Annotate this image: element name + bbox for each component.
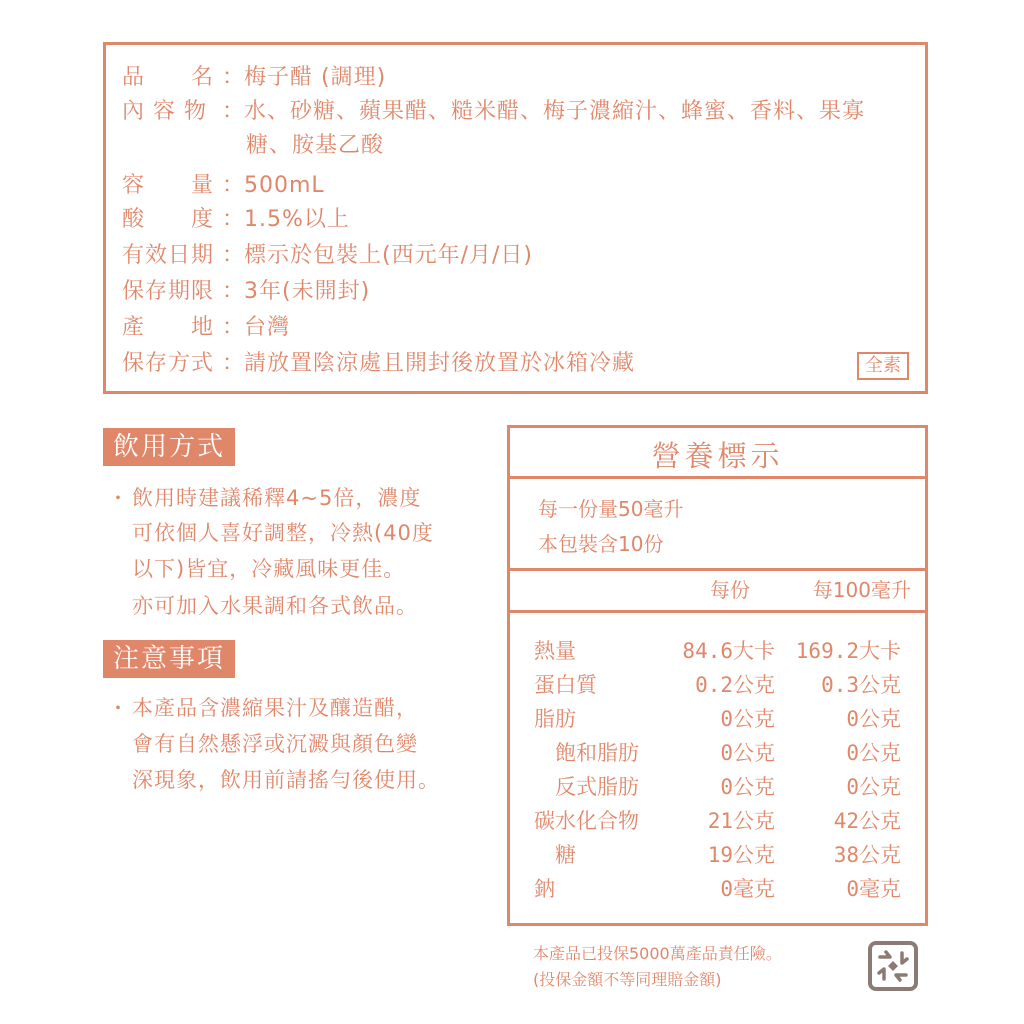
info-label: 酸 度 xyxy=(122,207,215,232)
nutrition-row xyxy=(510,838,925,872)
nutrition-row xyxy=(510,804,925,838)
info-row-expiry xyxy=(122,239,533,273)
notice-line: 深現象，飲用前請搖勻後使用。 xyxy=(132,768,440,792)
info-separator: ： xyxy=(222,279,246,304)
per-serving-value: 84.6大卡 xyxy=(682,639,775,663)
per-100ml-value: 0.3公克 xyxy=(821,673,901,697)
drinking-line: 可依個人喜好調整，冷熱(40度 xyxy=(132,521,434,545)
notice-header: 注意事項 xyxy=(103,640,235,678)
info-separator: ： xyxy=(222,243,246,268)
info-label: 有效日期 xyxy=(122,243,215,268)
info-label: 產 地 xyxy=(122,315,215,340)
per-serving-value: 21公克 xyxy=(707,809,775,833)
per-100ml-value: 0毫克 xyxy=(846,877,901,901)
per-serving-value: 0公克 xyxy=(720,741,775,765)
per-100ml-value: 0公克 xyxy=(846,775,901,799)
nutrient-name: 脂肪 xyxy=(534,707,576,731)
col-per-serving: 每份 xyxy=(710,578,750,602)
vegan-badge: 全素 xyxy=(857,352,909,380)
nutrient-name: 蛋白質 xyxy=(534,673,597,697)
info-row-acidity xyxy=(122,203,350,237)
drinking-bullet: ・ xyxy=(108,486,128,510)
divider xyxy=(510,476,925,479)
info-separator: ： xyxy=(222,315,246,340)
info-value: 水、砂糖、蘋果醋、糙米醋、梅子濃縮汁、蜂蜜、香料、果寡 xyxy=(244,99,866,124)
info-row-ingredients xyxy=(122,95,865,129)
info-row-shelf-life xyxy=(122,275,370,309)
info-separator: ： xyxy=(222,351,246,376)
nutrition-title: 營養標示 xyxy=(651,439,784,473)
drinking-line: 亦可加入水果調和各式飲品。 xyxy=(132,594,418,618)
per-100ml-value: 0公克 xyxy=(846,707,901,731)
nutrition-row xyxy=(510,668,925,702)
per-serving-value: 0.2公克 xyxy=(695,673,775,697)
info-label: 品 名 xyxy=(122,65,215,90)
info-row-volume xyxy=(122,169,325,203)
info-value: 3年(未開封) xyxy=(244,279,371,304)
drinking-line: 以下)皆宜，冷藏風味更佳。 xyxy=(132,557,406,581)
info-separator: ： xyxy=(222,173,246,198)
info-value: 1.5%以上 xyxy=(244,207,350,232)
product-info-box xyxy=(103,42,928,394)
nutrition-table xyxy=(507,425,928,926)
nutrient-name: 反式脂肪 xyxy=(534,775,639,799)
info-separator: ： xyxy=(222,207,246,232)
info-value: 500mL xyxy=(244,173,325,198)
per-serving-value: 0公克 xyxy=(720,707,775,731)
nutrition-row xyxy=(510,634,925,668)
info-label: 內 容 物 xyxy=(122,99,207,124)
info-label: 保存期限 xyxy=(122,279,215,304)
nutrition-row xyxy=(510,736,925,770)
info-separator: ： xyxy=(222,99,246,124)
insurance-text: 本產品已投保5000萬產品責任險。 xyxy=(533,944,782,963)
info-row-storage xyxy=(122,347,635,381)
info-value: 請放置陰涼處且開封後放置於冰箱冷藏 xyxy=(244,351,636,376)
info-label: 保存方式 xyxy=(122,351,215,376)
servings-per-pack: 本包裝含10份 xyxy=(538,532,664,556)
per-100ml-value: 38公克 xyxy=(833,843,901,867)
per-100ml-value: 42公克 xyxy=(833,809,901,833)
info-value: 糖、胺基乙酸 xyxy=(246,133,385,158)
info-value: 台灣 xyxy=(244,315,291,340)
col-per-100ml: 每100毫升 xyxy=(812,578,911,602)
info-row-origin xyxy=(122,311,290,345)
notice-line: 本產品含濃縮果汁及釀造醋， xyxy=(132,696,418,720)
drinking-line: 飲用時建議稀釋4~5倍，濃度 xyxy=(132,486,422,510)
nutrient-name: 熱量 xyxy=(534,639,576,663)
per-100ml-value: 169.2大卡 xyxy=(795,639,901,663)
recycle-icon xyxy=(868,941,918,991)
per-100ml-value: 0公克 xyxy=(846,741,901,765)
info-value: 梅子醋 (調理) xyxy=(244,65,387,90)
nutrient-name: 飽和脂肪 xyxy=(534,741,639,765)
nutrient-name: 鈉 xyxy=(534,877,555,901)
nutrition-row xyxy=(510,702,925,736)
per-serving-value: 19公克 xyxy=(707,843,775,867)
per-serving-value: 0毫克 xyxy=(720,877,775,901)
drinking-header: 飲用方式 xyxy=(103,428,235,466)
insurance-note: (投保金額不等同理賠金額) xyxy=(533,970,722,989)
divider xyxy=(510,568,925,571)
nutrient-name: 糖 xyxy=(534,843,576,867)
info-row-name xyxy=(122,61,386,95)
nutrition-row xyxy=(510,770,925,804)
notice-line: 會有自然懸浮或沉澱與顏色變 xyxy=(132,732,418,756)
notice-bullet: ・ xyxy=(108,696,128,720)
serving-size: 每一份量50毫升 xyxy=(538,497,684,521)
nutrient-name: 碳水化合物 xyxy=(534,809,639,833)
per-serving-value: 0公克 xyxy=(720,775,775,799)
info-value: 標示於包裝上(西元年/月/日) xyxy=(244,243,533,268)
divider xyxy=(510,610,925,613)
nutrition-row xyxy=(510,872,925,906)
info-label: 容 量 xyxy=(122,173,215,198)
info-row-ingredients-cont xyxy=(246,129,384,163)
info-separator: ： xyxy=(222,65,246,90)
